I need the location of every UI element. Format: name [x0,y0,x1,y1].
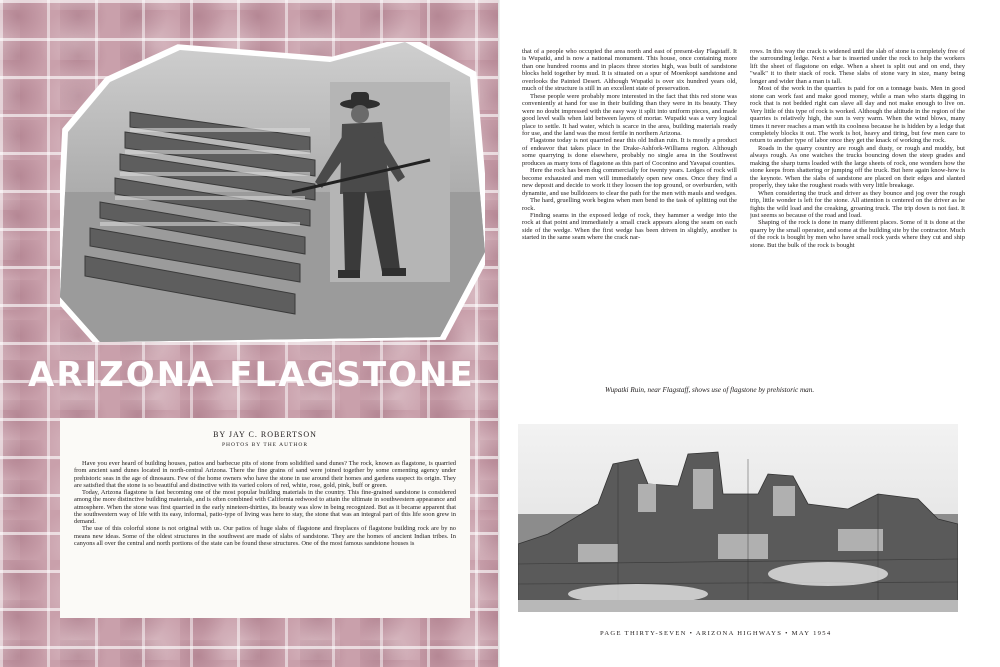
quarry-worker-photo [60,42,485,342]
column-paragraph: rows. In this way the crack is widened until the slab of stone is completely free of the surrounding ledge. Next a bar is inserted under the rock to help the workers lift the sheet of flagstone on edge. When a sheet is split out and on end, they "walk" it to their stack of rock. These slabs of stone vary in size, many being longer and wider than a man is tall. [750,48,965,85]
page-footer: PAGE THIRTY-SEVEN • ARIZONA HIGHWAYS • MAY 1954 [600,630,832,637]
intro-paragraph: Today, Arizona flagstone is fast becoming one of the most popular building materials in the country. This fine-grained sandstone is considered among the more distinctive building materials, and is often combined with California redwood to attain the ultimate in southwestern appearance and atmosphere. When the stone was first quarried in the early nineteen-thirties, its beauty was slow in being recognized. But as it became apparent that the southwestern way of life with its easy, informal, patio-type of living was here to stay, the stone that was an integral part of this life soon grew in demand. [74,489,456,525]
text-column-1 [522,48,737,371]
article-title: ARIZONA FLAGSTONE [28,355,475,395]
column-paragraph: Here the rock has been dug commercially for twenty years. Ledges of rock will become exhausted and men will immediately open new ones. Once they find a new deposit and decide to work it they loosen the top ground, or overburden, with dynamite, and use bulldozers to clear the path for the men with mauls and wedges. [522,167,737,197]
intro-paragraph: The use of this colorful stone is not original with us. Our patios of huge slabs of flagstone and fireplaces of flagstone building rock are by no means new ideas. Some of the oldest structures in the southwest are made of slabs of sandstone. They are the homes of ancient Indian tribes. In canyons all over the central and north portions of the state can be found these structures. One of the most famous sandstone houses is [74,525,456,547]
intro-text [74,460,456,547]
text-column-2 [750,48,965,371]
intro-text-box [60,418,470,618]
column-paragraph: The hard, gruelling work begins when men bend to the task of splitting out the rock. [522,197,737,212]
column-paragraph: When considering the truck and driver as they bounce and jog over the rough trip, little wonder is left for the stone. All attention is centered on the driver as he fights the wild load and the creaking, groaning truck. The trip down is not fast. It just seems so because of the road and load. [750,189,965,219]
column-paragraph: Roads in the quarry country are rough and dusty, or rough and muddy, but always rough. As one watches the trucks bouncing down the steep grades and making the sharp turns loaded with the large sheets of rock, one wonders how the stone keeps from shattering or jumping off the truck. But here again know-how is the keynote. When the slabs of sandstone are placed on their edges and slanted properly, they take the roughest roads with very little breakage. [750,144,965,190]
byline: BY JAY C. ROBERTSON [213,430,317,439]
column-paragraph: Most of the work in the quarries is paid for on a tonnage basis. Men in good stone can work fast and make good money, while a man who starts digging in rock that is not bedded right can slave all day and not make enough to live on. Very little of this type of rock is worked. Although the altitude in the region of the quarries is relatively high, the sun is very warm. When the wind blows, many times it never reaches a man with its coolness because he is hidden by a ledge that completely blocks it out. The work is hot, heavy and tiring, but few men care to return to another type of labor once they get the knack of working the rock. [750,85,965,145]
photo-caption: Wupatki Ruin, near Flagstaff, shows use of flagstone by prehistoric man. [605,386,815,394]
wupatki-ruin-photo [518,424,958,612]
column-paragraph: Shaping of the rock is done in many different places. Some of it is done at the quarry by the small operator, and some at the building site by the contractor. Much of the rock is bought by men who have small rock yards where they cut and ship stone. But the bulk of the rock is bought [750,219,965,249]
column-paragraph: Finding seams in the exposed ledge of rock, they hammer a wedge into the rock at that point and immediately a small crack appears along the seam on each side of the wedge. When the first wedge has been driven in slightly, another is started in the same seam where the crack nar- [522,211,737,242]
intro-paragraph: Have you ever heard of building houses, patios and barbecue pits of stone from solidified sand dunes? The rock, known as flagstone, is quarried from ancient sand dunes located in north-central Arizona. There the fine grains of sand were joined together by some cementing agency under prehistoric seas in the age of dinosaurs. Few of the home owners who have the stone in use around their homes and gardens suspect its origin. They are satisfied that the stone is so beautiful and distinctive with its varied colors of red, white, rose, gold, pink, buff or green. [74,460,456,489]
column-paragraph: that of a people who occupied the area north and east of present-day Flagstaff. It is Wupatki, and is now a national monument. This house, once containing more than one hundred rooms and in places three stories high, was built of sandstone blocks held together by mud. It is situated on a spur of Moenkopi sandstone and overlooks the Painted Desert. Although Wupatki is over six hundred years old, much of the structure is still in an excellent state of preservation. [522,48,737,93]
column-paragraph: These people were probably more interested in the fact that this red stone was conveniently at hand for use in their building than they were in its beauty. They were no doubt impressed with the easy way it split into uniform pieces, and made good level walls when laid between layers of mortar. Wupatki was a very logical place to settle. It had water, which is scarce in the area, building materials ready for use, and the land was the most fertile in northern Arizona. [522,92,737,137]
column-paragraph: Flagstone today is not quarried near this old Indian ruin. It is mostly a product of endeavor that takes place in the Drake-Ashfork-Williams region. Although some quarrying is done elsewhere, probably no single area in the Southwest produces as many tons of flagstone as this part of Coconino and Yavapai counties. [522,137,737,167]
right-page [500,0,1000,667]
photos-credit: PHOTOS BY THE AUTHOR [221,442,309,448]
